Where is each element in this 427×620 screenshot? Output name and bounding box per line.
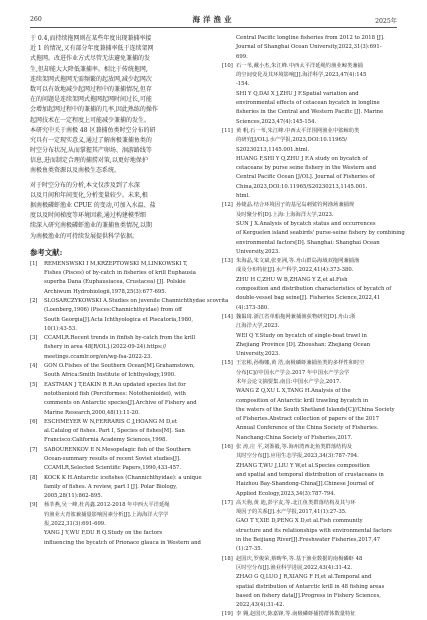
- reference-line: [222, 527, 397, 536]
- reference-line: [222, 610, 397, 619]
- reference-text: GON O.Fishes of the Southern Ocean[M].Grahamstown,: [44, 363, 195, 370]
- reference-text: composition of Antarctic krill trawling bycatch in: [236, 397, 369, 404]
- reference-line: [222, 462, 397, 471]
- reference-line: [222, 220, 397, 229]
- reference-number: [17]: [222, 499, 233, 506]
- reference-text: 王宏彬,孙梅娜,黄 浩,南极磷虾兼捕鱼类的多样性和时空: [236, 360, 365, 367]
- reference-line: [222, 490, 397, 499]
- reference-number: [5]: [30, 381, 38, 388]
- reference-line: [30, 446, 205, 455]
- reference-text: WANG Z Q,XU L X,TANG H.Analysis of the: [236, 388, 351, 395]
- body-line: 为南极渔业的可持续发展提供科学依据。: [30, 232, 139, 240]
- header-rule: [30, 27, 397, 28]
- reference-text: environmental factors[D]. Shanghai: Shanghai Ocean: [236, 239, 380, 246]
- reference-text: 分布[C]//中国水产学会.2017 年中国水产学会学: [236, 369, 350, 376]
- reference-line: [222, 99, 397, 108]
- reference-text: fisheries in the Central and Western Pacific [J]. Marine: [236, 109, 384, 116]
- reference-line: [222, 266, 397, 275]
- reference-text: REMENSWSKI I M,KRZEPTOWSKI M,LINKOWSKI T,: [44, 260, 188, 267]
- reference-line: [222, 517, 397, 526]
- reference-text: influencing the bycatch of Prionace glauca in Western and: [44, 539, 201, 546]
- reference-text: environmental effects of cetacean bycatch in longline: [236, 100, 380, 107]
- reference-text: structure and its relationships with environmental factors: [236, 527, 392, 534]
- reference-line: [222, 192, 397, 201]
- reference-text: EASTMAN J T,EAKIN R R.An updated species list for: [44, 381, 186, 388]
- reference-text: Francisco:California Academy Sciences,1998.: [44, 437, 168, 444]
- reference-line: [222, 146, 397, 155]
- reference-line: [30, 343, 205, 352]
- reference-line: [222, 229, 405, 238]
- reference-number: [3]: [30, 335, 38, 342]
- reference-line: [30, 362, 205, 371]
- reference-text: S20230213,1145.001.html.: [236, 146, 310, 153]
- reference-line: [222, 71, 397, 80]
- reference-text: spatial distribution of Antarctic krill in 48 fishing areas: [236, 583, 385, 590]
- reference-line: [30, 436, 205, 445]
- reference-number: [8]: [30, 474, 38, 481]
- reference-number: [19]: [222, 611, 233, 618]
- reference-line: [222, 285, 397, 294]
- reference-text: University,2023.: [236, 248, 280, 255]
- reference-text: Zhejiang Province [D]. Zhoushan: Zhejiang Ocean: [236, 341, 371, 348]
- reference-line: [30, 399, 205, 408]
- reference-text: SLOSARCZYKOWSKI A.Studies on juvenile Channichthydae scovrita: [44, 297, 229, 304]
- reference-line: [222, 545, 397, 554]
- body-line: 式拖网。改进作业方式尽管无法避免兼捕的发: [30, 55, 151, 63]
- reference-line: [30, 334, 205, 343]
- reference-number: [6]: [30, 418, 38, 425]
- body-line: 会增加起网过程中的兼捕的几率,因此熟练的操作: [30, 106, 158, 114]
- reference-line: [30, 501, 205, 510]
- reference-line: [222, 350, 397, 359]
- right-column: [222, 34, 405, 620]
- reference-number: [13]: [222, 258, 233, 265]
- reference-line: [222, 499, 397, 508]
- reference-line: [30, 316, 205, 325]
- reference-line: [30, 278, 205, 287]
- reference-text: Marine Research,2000,48(1):11-20.: [44, 409, 140, 416]
- reference-text: ZHANG T,WU J,LIU Y W,et al.Species composition: [236, 462, 370, 469]
- reference-line: [30, 409, 205, 418]
- reference-text: SHI Y Q,DAI X J,ZHU J F.Spatial variation and: [236, 90, 359, 97]
- reference-text: ZHAO G Q,LUO J R,XIANG F H,et al.Temporal and: [236, 574, 372, 581]
- body-line: 南极鱼类资源以及南极生态系统。: [30, 167, 121, 175]
- reference-text: superba Dana (Euphausiacea, Crustacea) [J]. Polskie: [44, 279, 186, 286]
- reference-line: [222, 341, 397, 350]
- reference-line: [222, 443, 397, 452]
- reference-number: [12]: [222, 202, 233, 209]
- body-line: 数可以有效地减少起网过程中的兼捕情况,但存: [30, 85, 152, 93]
- reference-text: Archiwum Hydrobiologii,1978,25(3):677-695.: [44, 288, 167, 295]
- reference-line: [222, 118, 397, 127]
- reference-line: [222, 322, 397, 331]
- reference-text: based on fishery data[J].Progress in Fishery Sciences,: [236, 592, 381, 599]
- reference-line: [222, 471, 397, 480]
- reference-number: [14]: [222, 313, 233, 320]
- reference-text: Haizhou Bay-Shandong-China[J].Chinese Journal of: [236, 481, 374, 488]
- body-line: 以及月间和年间变化,分析变量较少。未来,根: [30, 191, 148, 199]
- reference-text: HUANG F,SHI Y Q,ZHU J F.A study on bycatch of: [236, 155, 368, 162]
- reference-text: 朱海晶,朱文斌,张亚洲,等.舟山群岛海域双拖网兼捕渔: [236, 258, 360, 265]
- reference-line: [222, 555, 397, 564]
- reference-number: [2]: [30, 297, 38, 304]
- reference-text: Ocean-summary results of recent Soviet studies[J].: [44, 455, 181, 462]
- reference-text: Applied Ecology,2023,34(3):787-794.: [236, 490, 336, 497]
- reference-line: [30, 492, 205, 501]
- reference-number: [11]: [222, 127, 233, 134]
- reference-text: 李 翱,赵国庆,陈嘉锋,等.南极磷虾捕捞群体数量特征: [236, 611, 356, 618]
- reference-line: [222, 53, 397, 62]
- reference-text: in the Beijiang River[J].Freshwater Fisheries,2017,47: [236, 537, 381, 544]
- reference-text: fishery in area 48[R/OL].(2022-09-24).https://: [44, 344, 167, 351]
- issue-year: 2025年: [375, 18, 397, 25]
- body-line: 据南极磷虾渔业 CPUE 的变动,可加入水温、盐: [30, 202, 156, 209]
- reference-line: [222, 508, 397, 517]
- reference-line: [30, 483, 205, 492]
- reference-text: 及时聚分析[D].上海:上海海洋大学,2023.: [236, 211, 334, 218]
- reference-text: 2022,43(4):31-42.: [236, 602, 285, 609]
- reference-line: [222, 276, 397, 285]
- reference-text: 术年会论文摘要集.南昌:中国水产学会,2017.: [236, 378, 342, 385]
- reference-line: [30, 325, 205, 334]
- reference-number: [9]: [30, 502, 38, 509]
- reference-line: [222, 424, 397, 433]
- reference-text: 张 涛,庄 平,刘鉴毅,等.海州湾西北鱼类群落结构及: [236, 444, 353, 451]
- reference-line: [222, 369, 397, 378]
- reference-text: (1):27-35.: [236, 546, 263, 553]
- reference-text: South Africa:Smith Institute of Ichthyology,1990.: [44, 372, 176, 379]
- reference-line: [222, 536, 397, 545]
- reference-text: YANG J Y,WU F,DU R Q.Study on the factors: [44, 530, 163, 537]
- reference-text: Central Pacific longline fisheries from 2012 to 2018 [J].: [236, 35, 385, 41]
- reference-line: [222, 387, 397, 396]
- reference-text: CCAMLR.Recent trends in finfish by-catch from the krill: [44, 335, 196, 342]
- body-line: 在的问题是连续架网式拖网起网时间过长,可能: [30, 96, 152, 104]
- reference-line: [222, 108, 397, 117]
- reference-line: [222, 434, 397, 443]
- reference-text: (4):373-380.: [236, 304, 269, 311]
- reference-text: Annual Conference of the China Society of Fisheries.: [236, 425, 379, 432]
- reference-text: double-vessel bag seine[J]. Fisheries Science,2022,41: [236, 295, 381, 302]
- reference-text: 其时空分布[J].应用生态学报,2023,34(3):787-794.: [236, 453, 359, 460]
- reference-text: -154.: [236, 81, 250, 88]
- body-line: 对于时空分布的分析,本文仅涉及到了水深: [30, 181, 140, 189]
- reference-line: [30, 297, 229, 306]
- reference-line: [30, 427, 205, 436]
- reference-number: [18]: [222, 555, 233, 562]
- reference-text: of Kerguelen island seabirds' purse-seine fishery by combining: [236, 230, 405, 237]
- reference-text: the waters of the South Shetland Islands[C]//China Society: [236, 406, 395, 413]
- reference-line: [222, 359, 397, 368]
- reference-line: [30, 520, 205, 529]
- reference-line: [222, 378, 397, 387]
- body-line: 近 1 的情况,又有部分年度兼捕率低于连续架网: [30, 45, 154, 53]
- body-line: 起网技术在一定程度上可能减少兼捕的发生。: [30, 116, 151, 124]
- reference-text: 石一苇,戴小杰,朱江峰.中西太平洋延绳钓渔业鲸类兼捕: [236, 62, 363, 69]
- reference-text: ESCHMEYER W N,FERRARIS C J,HOANG M D,et: [44, 418, 178, 425]
- reference-text: composition and distribution characteristics of bycatch of: [236, 286, 392, 293]
- reference-line: [222, 239, 397, 248]
- reference-line: [222, 294, 397, 303]
- reference-line: [222, 90, 397, 99]
- reference-text: WEI Q Y.Study on bycatch of single-boat trawl in: [236, 332, 367, 339]
- reference-text: 高天驹,黄 迪,彭宇友,等.北江鱼类群落结构及其与环: [236, 499, 356, 506]
- reference-text: of Fisheries.Abstract collection of papers of the 2017: [236, 416, 380, 423]
- reference-line: [222, 127, 397, 136]
- reference-text: 的研究[J/OL].水产学报,2023,DOI:10.11965/: [236, 137, 348, 144]
- reference-line: [222, 332, 397, 341]
- reference-line: [222, 592, 397, 601]
- reference-number: [10]: [222, 62, 233, 69]
- reference-text: Central Pacific Ocean [J/OL]. Journal of Fisheries of: [236, 174, 375, 181]
- reference-line: [222, 415, 397, 424]
- reference-line: [30, 288, 205, 297]
- reference-text: KOCK K H.Antarctic icefishes (Channichthyidae): a unique: [44, 474, 202, 481]
- reference-text: 报,2022,31(3):691-699.: [44, 521, 106, 528]
- reference-text: meetings.ccamlr.org/en/wg-fsa-2022-23.: [44, 353, 153, 360]
- reference-line: [222, 183, 397, 192]
- reference-text: Fishes (Pisces) of by-catch in fisheries of krill Euphausia: [44, 270, 196, 277]
- reference-text: South Georgia[J].Acta Ichthyologica et Piscatoria,1980,: [44, 316, 194, 323]
- reference-number: [1]: [30, 260, 38, 267]
- reference-text: 成及分布特征[J].水产科学,2022,41(4):373-380.: [236, 267, 354, 274]
- reference-line: [222, 43, 397, 52]
- reference-line: [222, 452, 397, 461]
- reference-line: [222, 257, 397, 266]
- reference-line: [222, 164, 397, 173]
- reference-line: [30, 455, 205, 464]
- body-line: 续深入研究南极磷虾渔业的兼捕鱼类情况,以期: [30, 222, 152, 230]
- page-number: 260: [30, 16, 42, 23]
- reference-line: [222, 248, 397, 257]
- body-line: 连续架网式拖网无需频繁的起放网,减少起网次: [30, 75, 152, 83]
- reference-line: [222, 313, 397, 322]
- reference-number: [4]: [30, 363, 38, 370]
- reference-line: [30, 464, 205, 473]
- reference-text: html.: [236, 193, 250, 200]
- reference-number: [15]: [222, 360, 233, 367]
- reference-line: [222, 211, 397, 220]
- reference-text: CCAMLR,Selected Scientific Papers,1990,433-457.: [44, 465, 182, 472]
- journal-title: 海洋渔业: [192, 15, 235, 24]
- reference-line: [222, 304, 397, 313]
- reference-number: [7]: [30, 446, 38, 453]
- reference-line: [222, 136, 397, 145]
- reference-text: 699.: [236, 53, 248, 60]
- reference-text: China,2023,DOI:10.11965/S20230213,1145.001.: [236, 183, 368, 190]
- body-line: 于 0.4,而持续拖网则在某些年度出现兼捕率接: [30, 35, 152, 42]
- body-line: 生,但却能大大降低兼捕率。相比于传统拖网,: [30, 65, 148, 73]
- reference-line: [30, 390, 205, 399]
- reference-line: [222, 80, 397, 89]
- reference-line: [222, 34, 397, 43]
- reference-text: 钓渔业大青鲨兼捕量影响因素分析[J].上海海洋大学学: [44, 511, 169, 518]
- references-heading: 参考文献:: [30, 247, 63, 257]
- reference-text: 黄 帆,石一苇,朱江峰.中西太平洋围网渔业中鲨鲸幼类: [236, 127, 360, 134]
- reference-line: [30, 269, 205, 278]
- reference-line: [222, 155, 397, 164]
- reference-text: 杨莘燕,吴一峰,杜芮鑫.2012-2018 年中西大平洋延绳: [44, 502, 170, 509]
- reference-text: family of fishes. A review, part I [J]. Polar Biology,: [44, 483, 178, 490]
- reference-text: 赵国庆,罗俊荣,蔡畴华,等.基于渔业数据的南极磷虾 48: [236, 555, 363, 562]
- reference-text: 区时空分布[J].渔业科学进展,2022,43(4):31-42.: [236, 564, 353, 571]
- reference-line: [222, 480, 397, 489]
- reference-line: [222, 397, 397, 406]
- reference-text: (Loenberg,1906) (Pisces:Channichthyidae) from off: [44, 307, 182, 314]
- reference-text: 江海洋大学,2023.: [236, 323, 280, 330]
- reference-line: [30, 306, 205, 315]
- reference-line: [30, 418, 205, 427]
- reference-text: 境因子的关系[J].水产学报,2017,41(1):27-35.: [236, 509, 347, 516]
- reference-text: and spatial and temporal distribution of crustaceans in: [236, 471, 384, 478]
- reference-line: [30, 381, 205, 390]
- reference-text: Sciences,2023,47(4):145-154.: [236, 118, 317, 125]
- reference-line: [222, 601, 397, 610]
- reference-text: 2005,28(11):862-895.: [44, 493, 103, 500]
- reference-text: Journal of Shanghai Ocean University,2022,31(3):691-: [236, 44, 382, 51]
- reference-text: ZHU H C,ZHU W B,ZHANG Y Z,et al.Fish: [236, 276, 348, 283]
- reference-text: 孙婕晶.结合环境因子的基尼岛刺鲨钓网渔场兼捕规: [236, 202, 355, 209]
- reference-text: 10(1):43-53.: [44, 325, 77, 332]
- reference-line: [30, 353, 205, 362]
- reference-line: [222, 573, 397, 582]
- reference-text: cetaceans by purse seine fishery in the Western and: [236, 165, 377, 172]
- reference-number: [16]: [222, 444, 233, 451]
- reference-line: [30, 371, 205, 380]
- reference-text: notothenioid fish (Perciformes: Notothenioidei), with: [44, 390, 186, 397]
- reference-text: SABOURENKOV E N.Mesopelagic fish of the Southern: [44, 446, 191, 453]
- reference-text: al.Catalog of fishes. Part I, Species of fishes[M]. San: [44, 428, 185, 435]
- reference-line: [222, 406, 397, 415]
- reference-line: [30, 474, 205, 483]
- reference-text: Nanchang:China Society of Fisheries,2017.: [236, 434, 353, 441]
- reference-text: comments on Antarctic species[J].Archive of Fishery and: [44, 400, 197, 407]
- reference-line: [222, 62, 397, 71]
- reference-text: GAO T Y,XIE D,PENG X D,et al.Fish community: [236, 518, 363, 525]
- body-line: 时空分布状况,从而掌握其产卵场、洄游路线等: [30, 147, 152, 155]
- reference-line: [30, 529, 205, 538]
- body-line: 度以及时间梯度等环境因素,通过构建模型细: [30, 212, 146, 220]
- body-line: 本研究中关于南极 48 区兼捕鱼类时空分布的研: [30, 126, 156, 134]
- reference-text: SUN J X.Analysis of bycatch status and occurrences: [236, 220, 376, 227]
- body-line: 信息,进而制定合理的捕捞对策,以更好地保护: [30, 157, 148, 165]
- reference-line: [30, 260, 205, 269]
- reference-line: [222, 173, 397, 182]
- reference-line: [222, 564, 397, 573]
- reference-line: [30, 539, 205, 548]
- reference-line: [30, 511, 205, 520]
- running-header: [30, 14, 397, 26]
- reference-line: [222, 583, 397, 592]
- reference-line: [222, 201, 397, 210]
- reference-text: 魏韫琦.浙江省单船拖网兼捕渔获物研究[D].舟山:浙: [236, 313, 356, 320]
- reference-text: 的空间变化及其环境影响[J].海洋科学,2023,47(4):145: [236, 72, 367, 79]
- reference-text: University,2023.: [236, 351, 280, 358]
- body-line: 究具有一定现实意义,通过了解南极兼捕鱼类的: [30, 136, 152, 144]
